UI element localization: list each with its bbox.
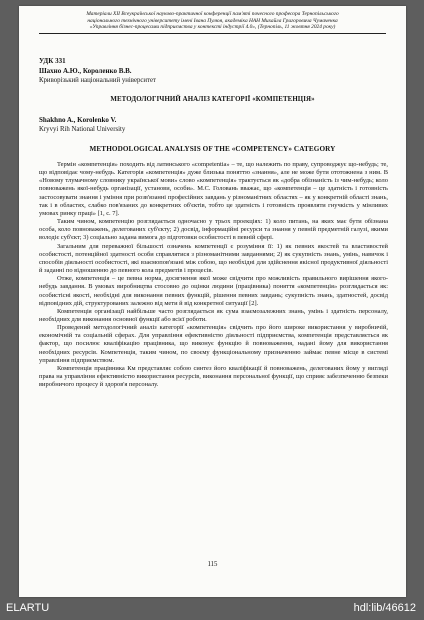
paragraph: Проведений методологічний аналіз категорії «компетенція» свідчить про його широке використання у виробничій, економічній та соціальній сферах. Для управління ефективністю діяльності підприємства, компетенція представляється як фактор, що посилює кваліфікацію працівника, що виконує функцію й повноваження, надані йому для використання необхідних ресурсів. Компетенція, таким чином, по своєму функціональному призначенню займає певне місце в системі управління підприємством.: [39, 324, 388, 364]
repository-name[interactable]: ELARTU: [6, 602, 50, 614]
title-ua: МЕТОДОЛОГІЧНИЙ АНАЛІЗ КАТЕГОРІЇ «КОМПЕТЕНЦІЯ»: [110, 96, 315, 103]
viewer-footer: [0, 597, 424, 620]
paragraph: Отже, компетенція – це певна норма, досягнення якої може свідчити про можливість правильного вирішення якого-небудь завдання. В умовах виробництва стосовно до оцінки людини (працівника) поняття «компетенція» розглядається як: особистісні якості, необхідні для виконання певних функцій, рішення певних завдань; сукупність знань, здатностей, досвід відповідних дій, структурованих залежно від мети й від конкретної ситуації [2].: [39, 275, 388, 307]
title-en: METHODOLOGICAL ANALYSIS OF THE «COMPETENCY» CATEGORY: [89, 145, 336, 153]
udk-code: УДК 331: [39, 57, 66, 65]
paragraph: Термін «компетенція» походить від латинського «competentia» – те, що належить по праву, супроводжує що-небудь; те, що відповідає чому-небудь. Категорія «компетенція» дуже близька поняттю «знання», але не може бути ототожнена з ним. В «Новому тлумачному словнику української мови» слово «компетенція» трактується як «добра обізнаність із чим-небудь; коло повноважень якої-небудь організації, установи, особи». М.С. Головань вважає, що «компетенція – це здатність і готовність застосовувати знання і уміння при розв'язанні професійних завдань у різноманітних областях – як у конкретній області знань, так і в областях, слабко пов'язаних до конкретних об'єктів, тобто це здатність і готовність проявляти гнучкість у мінливих умовах ринку праці» [1, с. 7].: [39, 161, 388, 217]
header-line: «Управління бізнес-процесами підприємства у контексті індустрії 4.0», (Тернопіль, 11 жовтня 2024 року): [89, 24, 336, 31]
paragraph: Таким чином, компетенцію розглядається одночасно у трьох проекціях: 1) коло питань, на яких має бути обізнана особа, коло повноважень, делегованих суб'єкту; 2) досвід, інформаційні ресурси та знання у певній предметній галузі, якими володіє суб'єкт; 3) соціально задана вимога до підготовки особистості в певній сфері.: [39, 218, 388, 242]
document-page: [19, 6, 406, 597]
authors-ua: Шахно А.Ю., Короленко В.В.: [39, 67, 132, 75]
article-body: [39, 161, 388, 389]
institution-ua: Криворізький національний університет: [39, 77, 156, 84]
header-line: національного технічного університету імені Івана Пулюя, академіка НАН Михайла Григоровича Чумаченка: [87, 17, 338, 24]
handle-id[interactable]: hdl:lib/46612: [353, 602, 416, 614]
authors-en: Shakhno A., Korolenko V.: [39, 116, 117, 124]
paragraph: Компетенція працівника Км представляє собою синтез його кваліфікації й повноважень, делегованих йому у вигляді права на управління ефективністю використання ресурсів, виконання персональної функції, що сприяє забезпеченню безпеки виробничого процесу й здоров'я персоналу.: [39, 364, 388, 389]
institution-en: Kryvyi Rih National University: [39, 126, 126, 133]
header-line: Матеріали XII Всеукраїнської науково-практичної конференції пам'яті почесного професора Тернопільського: [86, 11, 339, 17]
paragraph: Загальним для переважної більшості означень компетенції є розуміння її: 1) як певних якостей та властивостей особистості, потенційної здатності особи справлятися з різноманітними завданнями; 2) як сукупність знань, умінь, навичок і способів діяльності особистості, які взаємопов'язані між собою, що необхідні для здійснення якісної продуктивної діяльності й заданні по відношенню до певного кола предметів і процесів.: [39, 242, 388, 275]
header-rule: [39, 33, 386, 34]
paragraph: Компетенція організації найбільше часто розглядається як сума взаємозалежних знань, умінь і здатність персоналу, необхідних для виконання основної функції або всієї роботи.: [39, 307, 388, 323]
page-number: 115: [207, 561, 218, 568]
conference-header: [39, 11, 386, 34]
